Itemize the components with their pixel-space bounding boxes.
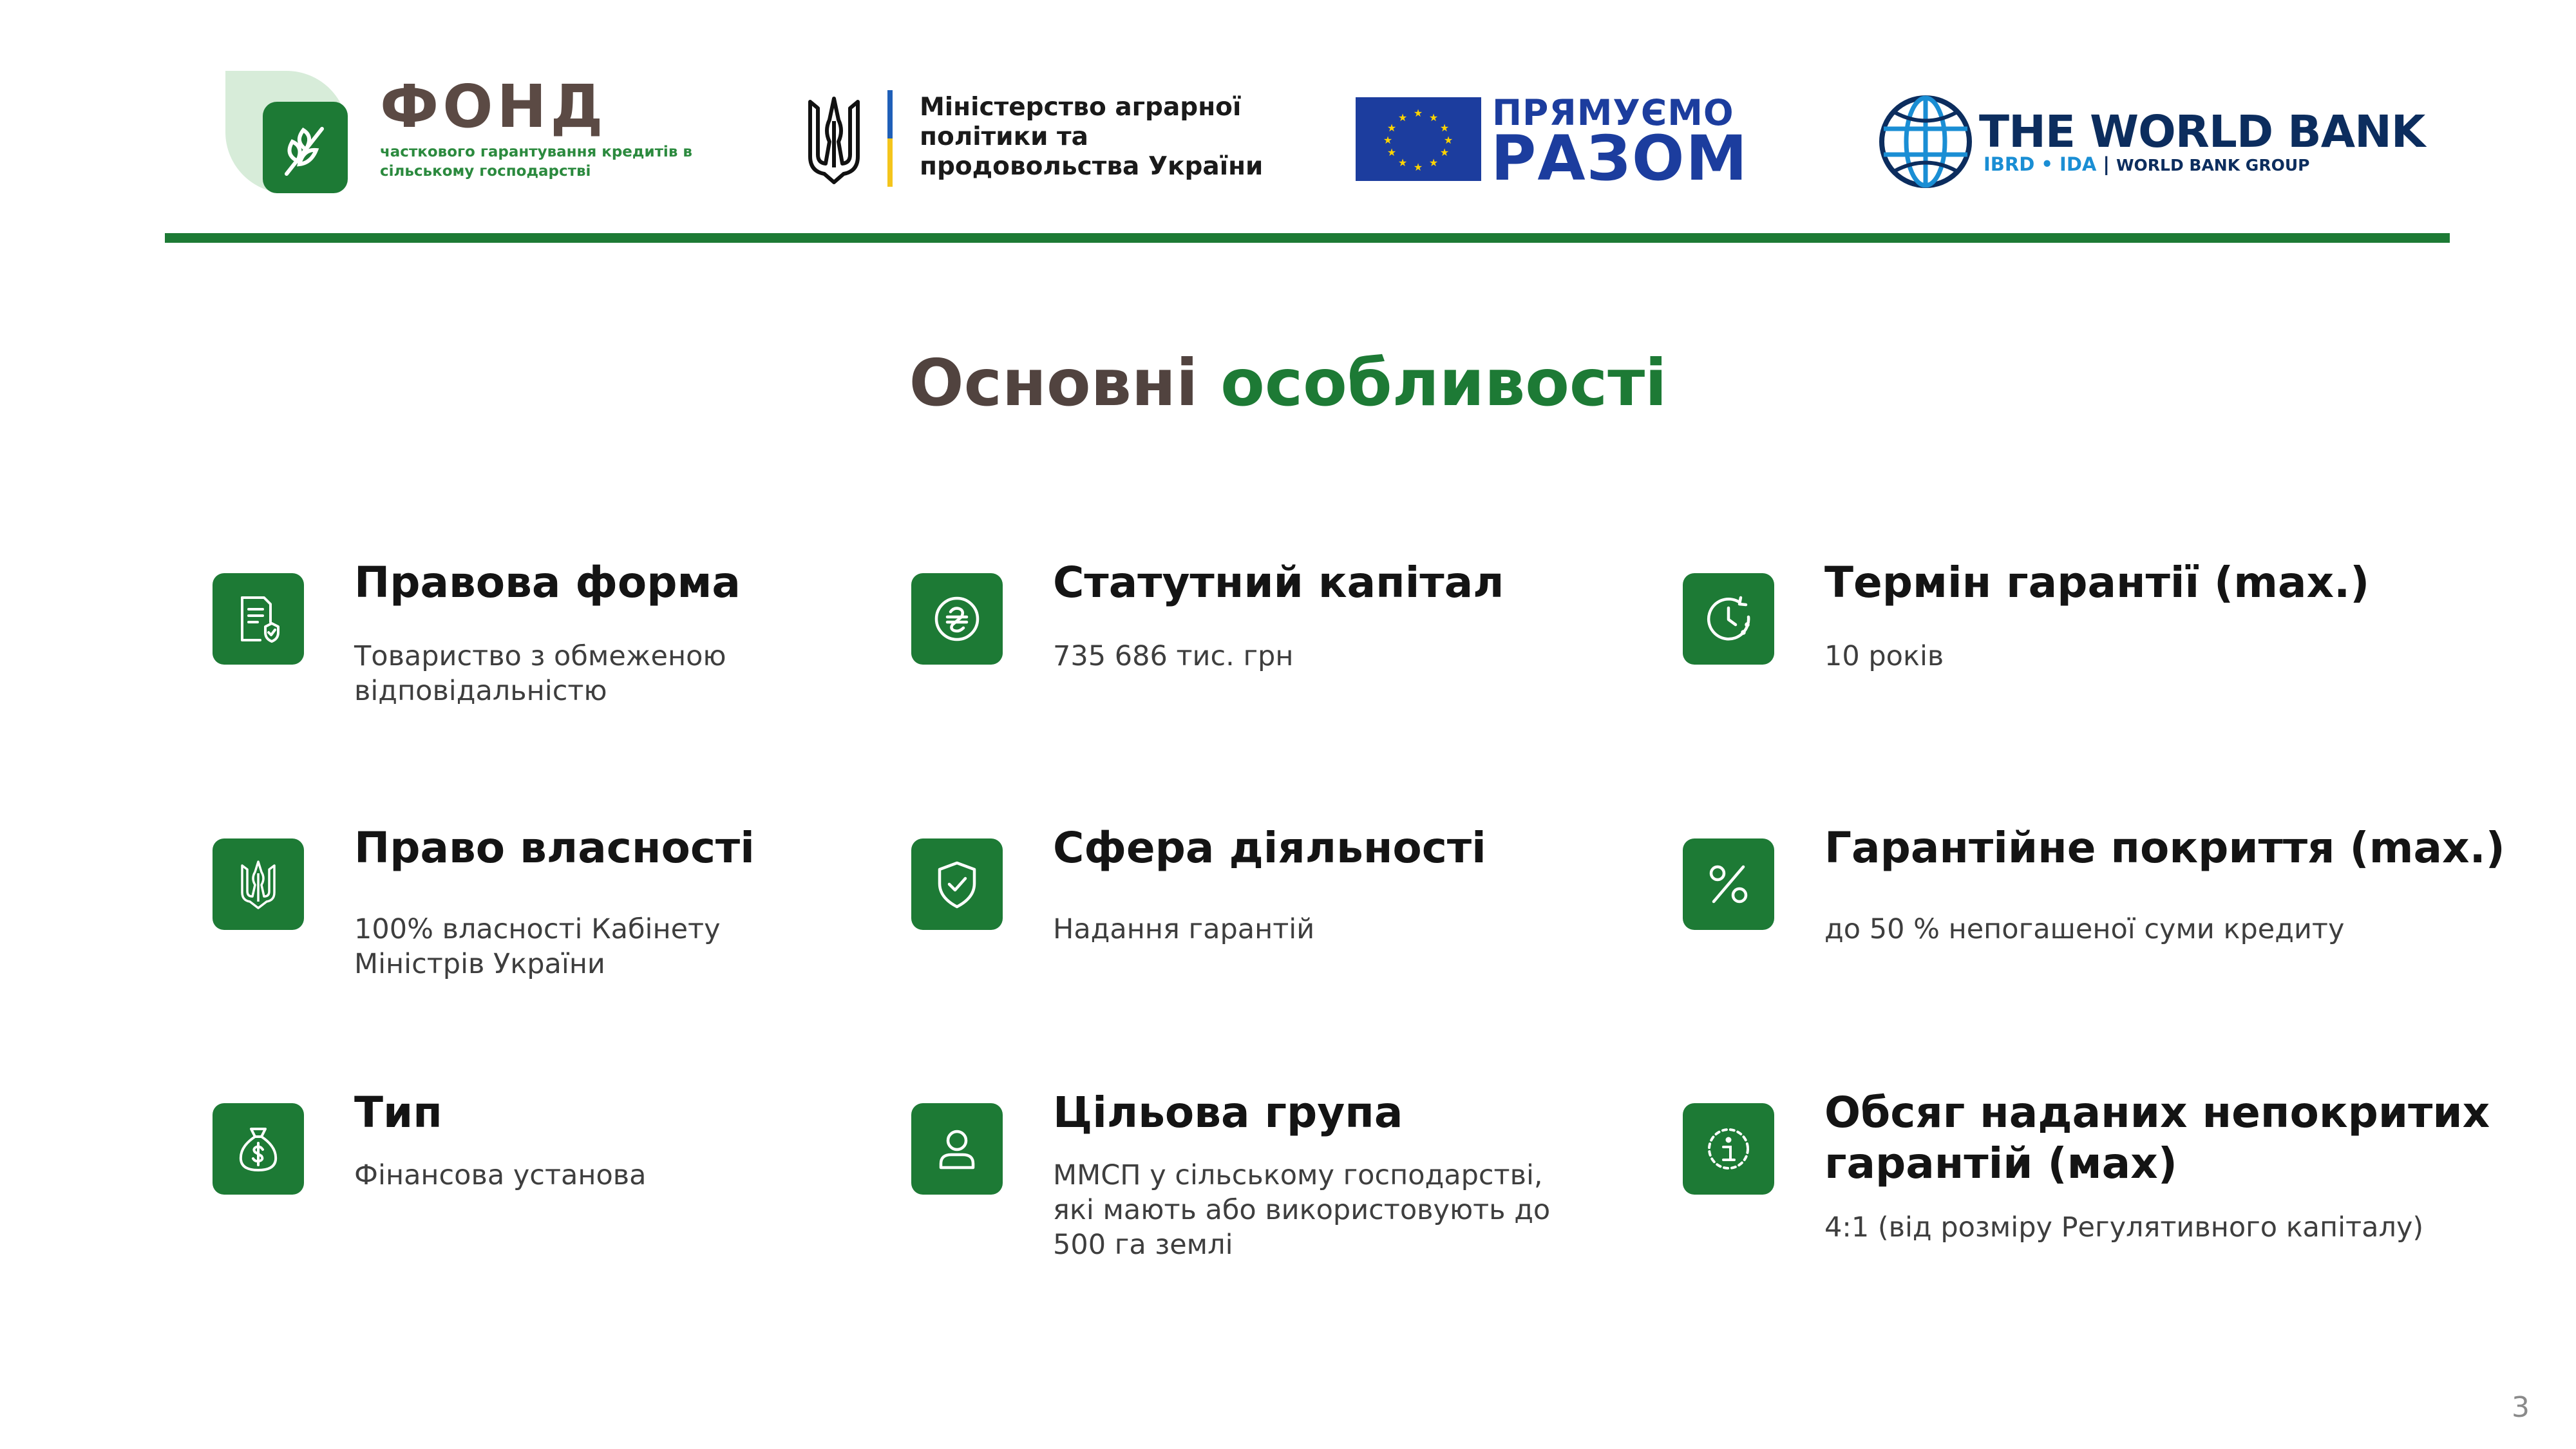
svg-text:★: ★ (1387, 146, 1397, 158)
svg-text:★: ★ (1397, 111, 1408, 124)
eu-flag-icon (1356, 97, 1481, 181)
user-icon (911, 1103, 1003, 1195)
worldbank-subtitle (1984, 155, 2309, 174)
feature-text: 735 686 тис. грн (1053, 640, 1294, 672)
page-title (0, 345, 2576, 422)
worldbank-logo (1877, 93, 2425, 193)
ministry-name: Міністерство аграрної політики та продовольства України (920, 93, 1264, 182)
fond-logo (225, 71, 692, 193)
svg-text:★: ★ (1439, 122, 1450, 134)
ministry-logo (805, 90, 1269, 187)
feature-heading: Цільова група (1053, 1088, 1403, 1137)
flag-bar-yellow (887, 138, 893, 187)
feature-heading: Сфера діяльності (1053, 823, 1486, 873)
feature-heading: Термін гарантії (max.) (1824, 558, 2370, 607)
page-number: 3 (2512, 1391, 2530, 1424)
feature-heading: Тип (354, 1088, 442, 1137)
feature-heading: Правова форма (354, 558, 741, 607)
feature-heading: Обсяг наданих непокритих гарантій (мах) (1824, 1088, 2490, 1189)
leaf-logo-icon (225, 71, 348, 193)
svg-text:★: ★ (1383, 134, 1393, 146)
feature-text: до 50 % непогашеної суми кредиту (1824, 913, 2345, 945)
clock-icon (1683, 573, 1774, 665)
eu-slogan-line2: РАЗОМ (1491, 122, 1748, 194)
flag-bar-blue (887, 90, 893, 138)
svg-text:★: ★ (1428, 156, 1439, 169)
feature-text: Фінансова установа (354, 1159, 647, 1191)
worldbank-title: THE WORLD BANK (1979, 106, 2425, 158)
feature-heading: Статутний капітал (1053, 558, 1504, 607)
worldbank-ibrd: IBRD • IDA (1984, 153, 2097, 175)
page-title-part1: Основні (909, 345, 1198, 421)
svg-text:★: ★ (1443, 134, 1454, 146)
feature-text: Товариство з обмеженою відповідальністю (354, 640, 726, 707)
header-divider (165, 233, 2450, 243)
svg-text:★: ★ (1413, 161, 1423, 173)
globe-icon (1877, 93, 1974, 190)
feature-text: 100% власності Кабінету Міністрів України (354, 913, 721, 980)
feature-text: Надання гарантій (1053, 913, 1315, 945)
page-title-part2: особливості (1220, 345, 1667, 421)
info-circle-icon (1683, 1103, 1774, 1195)
eu-slogan-line1: ПРЯМУЄМО (1492, 92, 1734, 133)
fond-title: ФОНД (380, 72, 607, 141)
percent-icon (1683, 838, 1774, 930)
fond-subtitle: часткового гарантування кредитів в сільському господарстві (380, 144, 692, 180)
feature-heading: Гарантійне покриття (max.) (1824, 823, 2505, 873)
svg-text:★: ★ (1397, 156, 1408, 169)
feature-text: ММСП у сільському господарстві, які мають або використовують до 500 га землі (1053, 1159, 1551, 1261)
trident-logo-icon (805, 95, 863, 185)
svg-text:★: ★ (1387, 122, 1397, 134)
feature-text: 4:1 (від розміру Регулятивного капіталу) (1824, 1211, 2424, 1244)
hryvnia-coin-icon (911, 573, 1003, 665)
svg-text:★: ★ (1439, 146, 1450, 158)
shield-check-icon (911, 838, 1003, 930)
worldbank-group: WORLD BANK GROUP (2116, 156, 2310, 175)
feature-text: 10 років (1824, 640, 1944, 672)
svg-text:★: ★ (1413, 107, 1423, 119)
money-bag-icon (213, 1103, 304, 1195)
eu-logo (1356, 92, 1748, 194)
trident-icon (213, 838, 304, 930)
document-check-icon (213, 573, 304, 665)
feature-heading: Право власності (354, 823, 755, 873)
svg-text:★: ★ (1428, 111, 1439, 124)
worldbank-separator: | (2103, 153, 2110, 175)
